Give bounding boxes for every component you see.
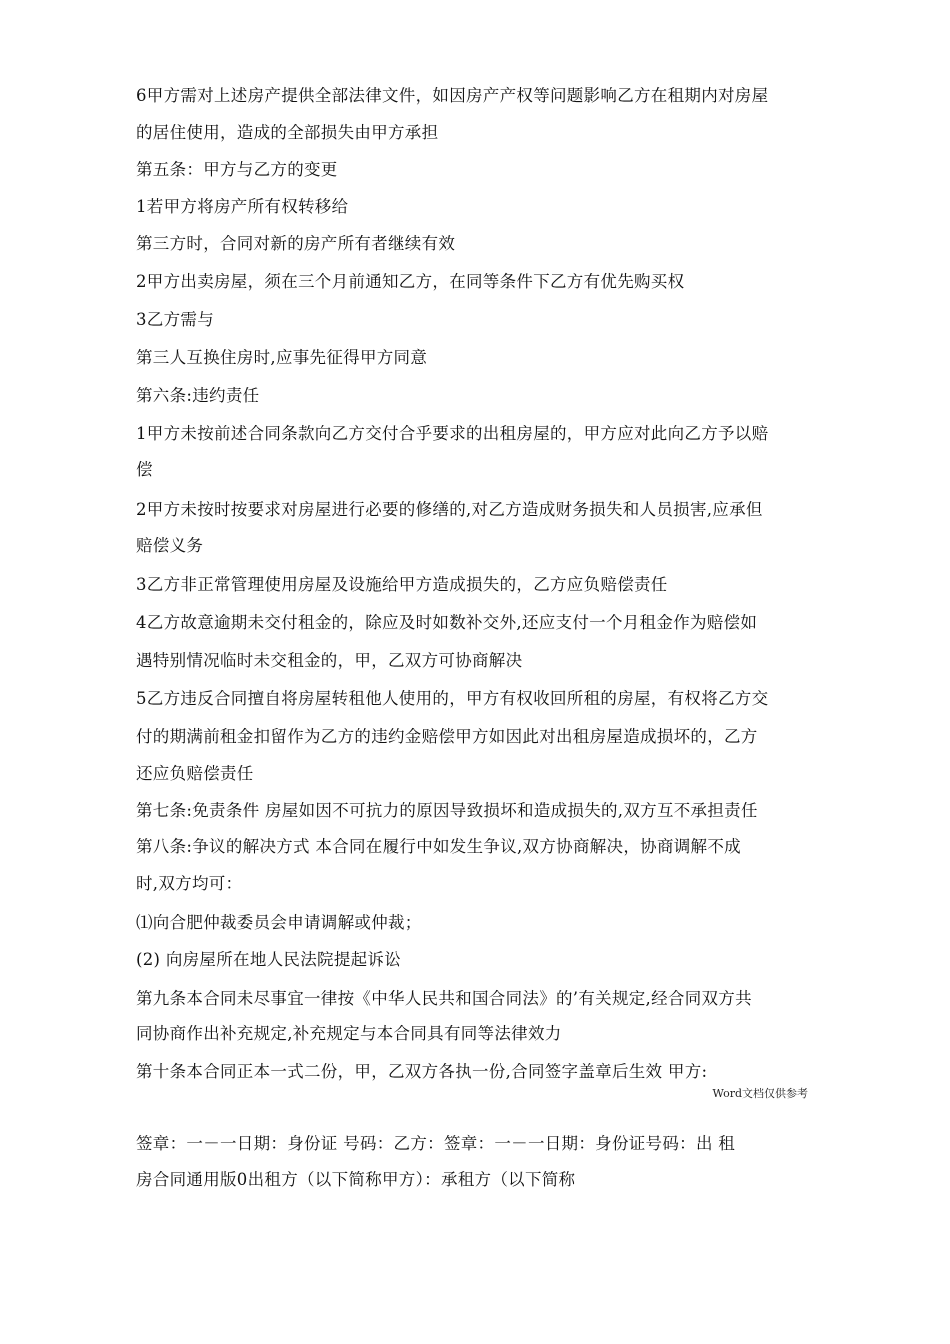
text-line-23: ⑴向合肥仲裁委员会申请调解或仲裁； [136,913,422,932]
text-line-4: 1若甲方将房产所有权转移给 [136,197,349,216]
article-9-line: 第九条本合同未尽事宜一律按《中华人民共和国合同法》的’有关规定,经合同双方共 [136,989,752,1008]
article-7-line: 第七条:免责条件 房屋如因不可抗力的原因导致损坏和造成损失的,双方互不承担责任 [136,801,758,820]
text-line-10: 1甲方未按前述合同条款向乙方交付合乎要求的出租房屋的，甲方应对此向乙方予以赔 [136,424,769,443]
text-line-7: 3乙方需与 [136,310,214,329]
text-line-1: 6甲方需对上述房产提供全部法律文件，如因房产产权等问题影响乙方在租期内对房屋 [136,86,769,105]
text-line-18: 付的期满前租金扣留作为乙方的违约金赔偿甲方如因此对出租房屋造成损坏的，乙方 [136,727,758,746]
text-line-8: 第三人互换住房时,应事先征得甲方同意 [136,348,428,367]
article-6-heading: 第六条:违约责任 [136,386,260,405]
text-line-2: 的居住使用，造成的全部损失由甲方承担 [136,123,439,142]
article-8-line: 第八条:争议的解决方式 本合同在履行中如发生争议,双方协商解决，协商调解不成 [136,837,741,856]
text-line-11: 偿 [136,460,153,479]
footer-note: Word文档仅供参考 [712,1087,808,1100]
text-line-22: 时,双方均可： [136,874,243,893]
text-line-26: 同协商作出补充规定,补充规定与本合同具有同等法律效力 [136,1024,562,1043]
signature-line: 签章：一－一日期：身份证 号码：乙方：签章：一－一日期：身份证号码：出 租 [136,1134,736,1153]
text-line-13: 赔偿义务 [136,536,204,555]
text-line-29: 房合同通用版0出租方（以下简称甲方）：承租方（以下简称 [136,1170,576,1189]
article-10-line: 第十条本合同正本一式二份，甲，乙双方各执一份,合同签字盖章后生效 甲方: [136,1062,708,1081]
text-line-5: 第三方时，合同对新的房产所有者继续有效 [136,234,456,253]
text-line-16: 遇特别情况临时未交租金的，甲，乙双方可协商解决 [136,651,523,670]
text-line-19: 还应负赔偿责任 [136,764,254,783]
article-5-heading: 第五条：甲方与乙方的变更 [136,160,338,179]
text-line-12: 2甲方未按时按要求对房屋进行必要的修缮的,对乙方造成财务损失和人员损害,应承但 [136,500,763,519]
text-line-6: 2甲方出卖房屋，须在三个月前通知乙方，在同等条件下乙方有优先购买权 [136,272,685,291]
text-line-24: (2) 向房屋所在地人民法院提起诉讼 [136,950,402,969]
text-line-15: 4乙方故意逾期未交付租金的，除应及时如数补交外,还应支付一个月租金作为赔偿如 [136,613,758,632]
text-line-17: 5乙方违反合同擅自将房屋转租他人使用的，甲方有权收回所租的房屋，有权将乙方交 [136,689,769,708]
text-line-14: 3乙方非正常管理使用房屋及设施给甲方造成损失的，乙方应负赔偿责任 [136,575,668,594]
